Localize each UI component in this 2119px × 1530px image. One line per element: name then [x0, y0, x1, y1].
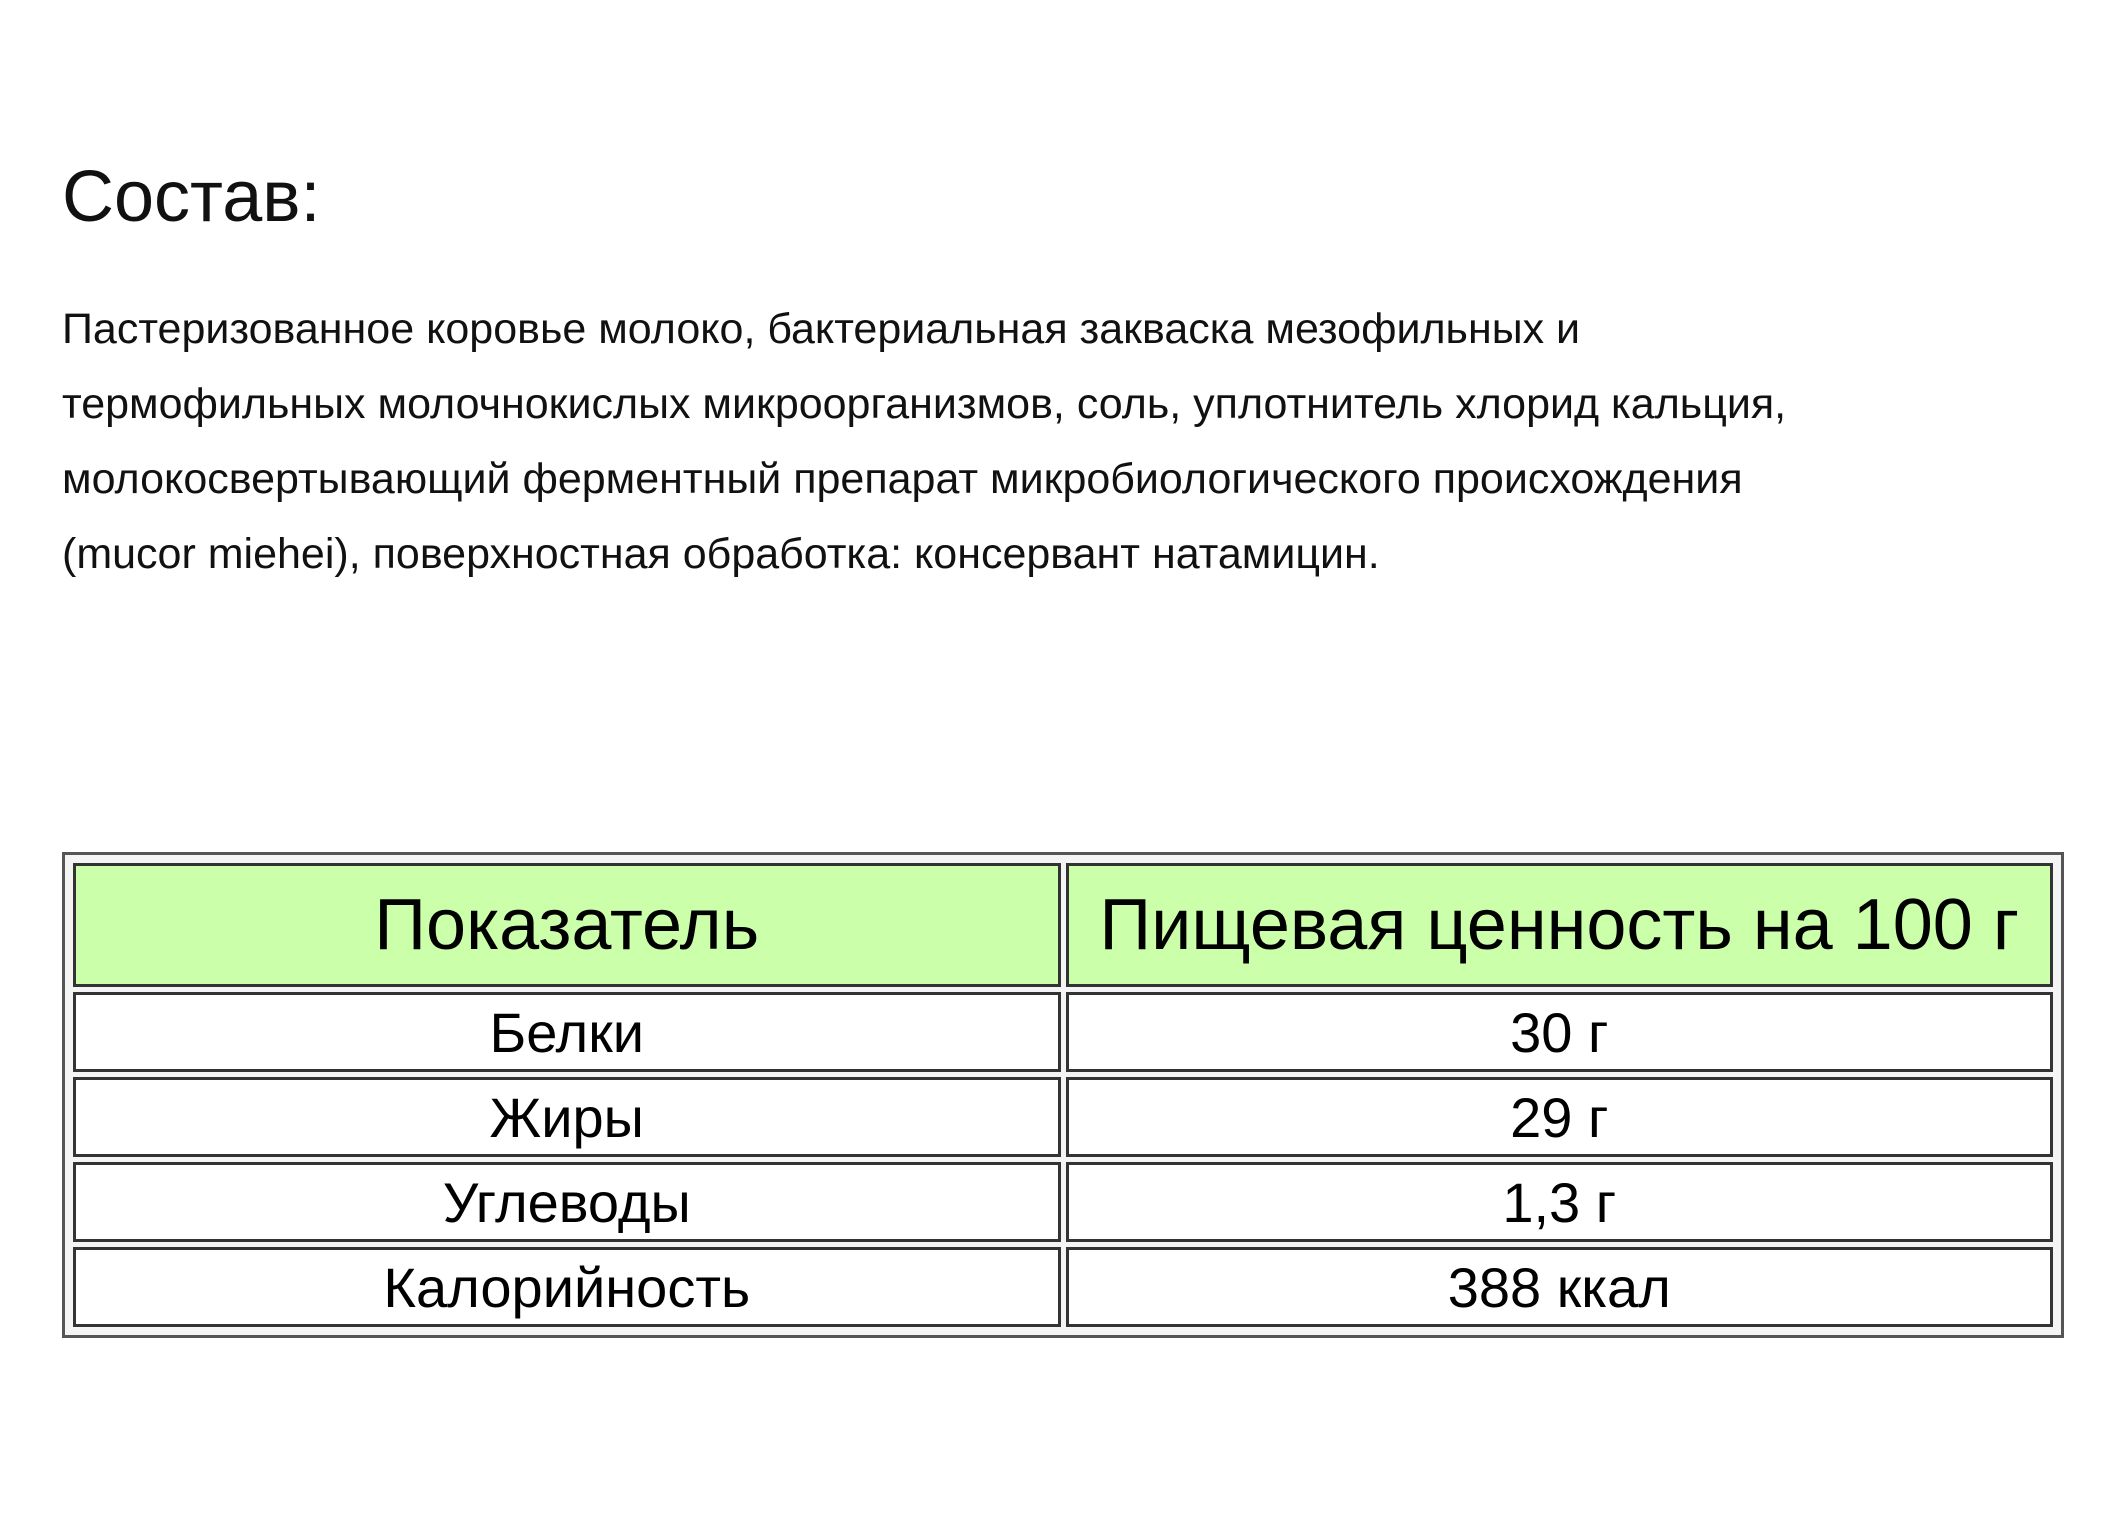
row-label: Углеводы [73, 1162, 1061, 1242]
row-label: Жиры [73, 1077, 1061, 1157]
table-row [73, 1077, 2053, 1157]
table-row [73, 992, 2053, 1072]
row-value: 29 г [1066, 1077, 2054, 1157]
row-value: 30 г [1066, 992, 2054, 1072]
table-row [73, 1247, 2053, 1327]
ingredients-line: (mucor miehei), поверхностная обработка: консервант натамицин. [62, 530, 1380, 578]
ingredients-paragraph [62, 292, 2062, 592]
table-header-row [73, 863, 2053, 987]
row-value: 1,3 г [1066, 1162, 2054, 1242]
page-title: Состав: [62, 157, 321, 237]
ingredients-line: Пастеризованное коровье молоко, бактериальная закваска мезофильных и [62, 305, 1581, 353]
row-label: Калорийность [73, 1247, 1061, 1327]
ingredients-line: молокосвертывающий ферментный препарат микробиологического происхождения [62, 455, 1743, 503]
row-value: 388 ккал [1066, 1247, 2054, 1327]
nutrition-table [62, 852, 2064, 1338]
column-header-indicator: Показатель [73, 863, 1061, 987]
ingredients-line: термофильных молочнокислых микроорганизмов, соль, уплотнитель хлорид кальция, [62, 380, 1787, 428]
table-row [73, 1162, 2053, 1242]
row-label: Белки [73, 992, 1061, 1072]
column-header-nutritional-value: Пищевая ценность на 100 г [1066, 863, 2054, 987]
